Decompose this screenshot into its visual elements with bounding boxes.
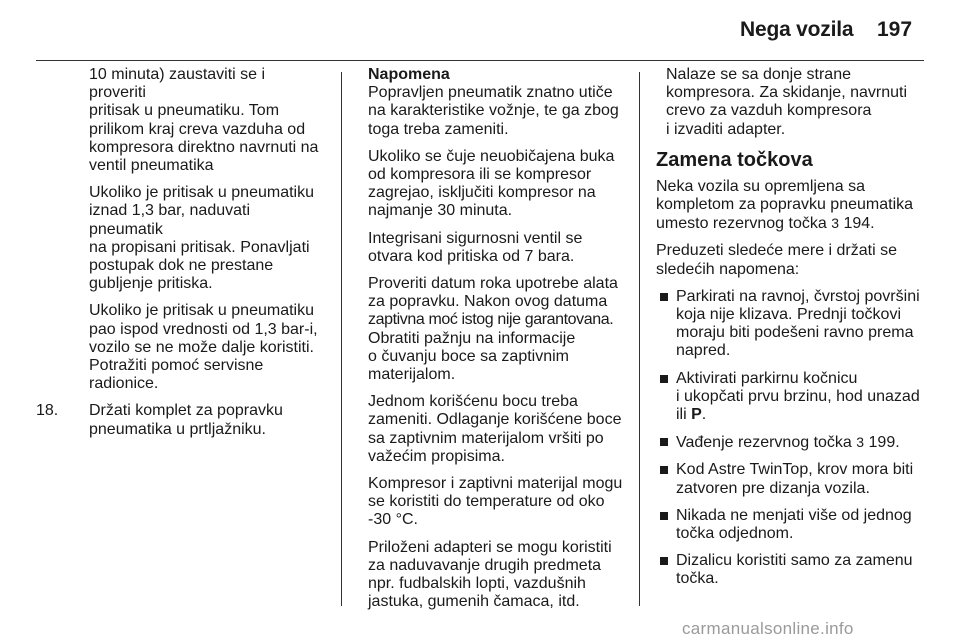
page-ref-arrow-icon: 3 (831, 215, 839, 232)
note-block: Napomena Popravljen pneumatik znatno utiče na karakteristike vožnje, te ga zbog toga treba zameniti. (368, 66, 619, 138)
note-title: Napomena (368, 66, 450, 83)
col2-paragraph-3: Integrisani sigurnosni ventil se otvara kod pritiska od 7 bara. (368, 229, 583, 265)
bullet-item: Aktivirati parkirnu kočnicu i ukopčati prvu brzinu, hod unazad ili P. (656, 370, 926, 425)
col2-paragraph-6: Kompresor i zaptivni materijal mogu se koristiti do temperature od oko -30 °C. (368, 475, 623, 529)
bullet-square-icon (660, 438, 668, 446)
bullet-item: Parkirati na ravnoj, čvrstoj površini koja nije klizava. Prednji točkovi moraju biti podešeni ravno prema napred. (656, 288, 926, 361)
column-divider-2 (639, 72, 640, 606)
page-header-title: Nega vozila (740, 18, 854, 41)
col3-paragraph-1: Nalaze se sa donje strane kompresora. Za skidanje, navrnuti crevo za vazduh kompresora i izvaditi adapter. (666, 66, 907, 138)
col3-paragraph-2: Neka vozila su opremljena sa kompletom za popravku pneumatika umesto rezervnog točka 3 194. (656, 177, 914, 233)
bullet-item: Kod Astre TwinTop, krov mora biti zatvoren pre dizanja vozila. (656, 461, 926, 497)
watermark: carmanualsonline.info (682, 619, 854, 638)
page-ref-link[interactable]: 194. (843, 215, 875, 233)
col3-paragraph-3: Preduzeti sledeće mere i držati se sledećih napomena: (656, 242, 897, 278)
page-ref-link[interactable]: 199. (868, 434, 900, 452)
column-3 (656, 66, 926, 598)
bullet-square-icon (660, 466, 668, 474)
gear-p-label: P (691, 406, 702, 424)
bullet-item: Dizalicu koristiti samo za zamenu točka. (656, 552, 926, 588)
bullet-item: Nikada ne menjati više od jednog točka odjednom. (656, 507, 926, 543)
bullet-square-icon (660, 557, 668, 565)
bullet-square-icon (660, 293, 668, 301)
column-2 (368, 66, 626, 620)
col1-paragraph-1: 10 minuta) zaustaviti se i proveriti pritisak u pneumatiku. Tom prilikom kraj creva vazduha od kompresora direktno navrnuti na ventil pneumatika (89, 66, 319, 175)
bullet-square-icon (660, 512, 668, 520)
header-rule (36, 60, 924, 61)
col2-paragraph-5: Jednom korišćenu bocu treba zameniti. Odlaganje korišćene boce sa zaptivnim materijalom vršiti po važećim propisima. (368, 393, 622, 465)
col1-paragraph-2: Ukoliko je pritisak u pneumatiku iznad 1,3 bar, naduvati pneumatik na propisani pritisak. Ponavljati postupak dok ne prestane gubljenje pritiska. (89, 184, 314, 293)
list-item-number: 18. (36, 402, 59, 420)
bullet-item: Vađenje rezervnog točka 3 199. (656, 433, 926, 452)
bullet-square-icon (660, 375, 668, 383)
col2-paragraph-2: Ukoliko se čuje neuobičajena buka od kompresora ili se kompresor zagrejao, isključiti kompresor na najmanje 30 minuta. (368, 147, 615, 220)
section-heading: Zamena točkova (656, 148, 813, 171)
column-1 (36, 66, 326, 448)
col1-paragraph-3: Ukoliko je pritisak u pneumatiku pao ispod vrednosti od 1,3 bar-i, vozilo se ne može dalje koristiti. Potražiti pomoć servisne radionice. (89, 302, 318, 393)
page-ref-arrow-icon: 3 (856, 434, 865, 451)
col2-paragraph-7: Priloženi adapteri se mogu koristiti za naduvavanje drugih predmeta npr. fudbalskih lopti, vazdušnih jastuka, gumenih čamaca, itd. (368, 538, 612, 611)
page-number: 197 (877, 18, 913, 41)
column-divider-1 (341, 72, 342, 606)
list-item-18: 18. Držati komplet za popravku pneumatika u prtljažniku. (36, 402, 283, 438)
col2-paragraph-4: Proveriti datum roka upotrebe alata za popravku. Nakon ovog datuma zaptivna moć istog nije garantovana. Obratiti pažnju na informacije o čuvanju boce sa zaptivnim materijalom. (368, 275, 618, 384)
